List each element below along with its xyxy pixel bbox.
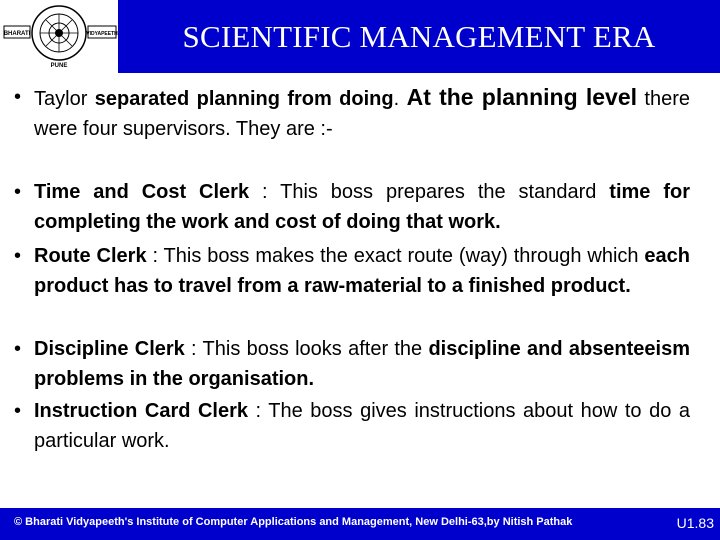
item-title: Discipline Clerk [34, 338, 185, 360]
intro-text-a: Taylor [34, 88, 95, 110]
institute-logo-icon [0, 0, 118, 73]
bullet-marker: • [14, 181, 22, 203]
list-item [34, 334, 690, 394]
bullet-marker: • [14, 338, 22, 360]
logo-text-left: BHARATI [3, 31, 31, 37]
item-emphasis: each product has to travel from a raw-material to a finished product. [34, 245, 691, 297]
item-emphasis: time for completing the work and cost of doing that work. [34, 181, 690, 233]
list-item [34, 177, 690, 237]
intro-text-b: separated planning from doing [94, 88, 394, 110]
item-text: : The boss gives instructions about how to do a particular work. [34, 400, 690, 452]
item-text: : This boss prepares the standard [249, 181, 610, 203]
bullet-marker: • [14, 400, 22, 422]
logo-text-bottom: PUNE [50, 63, 68, 69]
bullet-marker: • [14, 245, 22, 267]
item-text: : This boss makes the exact route (way) through which [146, 245, 645, 267]
intro-text-d: At the planning level [406, 84, 638, 110]
item-emphasis: discipline and absenteeism problems in the organisation. [34, 338, 690, 390]
item-text: : This boss looks after the [184, 338, 429, 360]
intro-text-e: there were four supervisors. They are :- [34, 88, 690, 140]
logo-text-right: VIDYAPEETH [86, 31, 118, 37]
slide-footer [0, 506, 720, 540]
item-title: Time and Cost Clerk [34, 181, 250, 203]
slide-title: SCIENTIFIC MANAGEMENT ERA [182, 19, 656, 54]
footer-credit: © Bharati Vidyapeeth's Institute of Computer Applications and Management, New Delhi-63,by Nitish Pathak [14, 516, 573, 528]
bullet-marker: • [14, 86, 22, 108]
list-item [34, 241, 690, 301]
list-item [34, 396, 690, 456]
item-title: Instruction Card Clerk [34, 400, 249, 422]
intro-text-c: . [393, 88, 407, 110]
slide-header [0, 0, 720, 73]
intro-paragraph [34, 82, 690, 144]
institute-logo [0, 0, 118, 73]
slide-number: U1.83 [676, 515, 714, 531]
footer-divider [0, 506, 720, 508]
item-title: Route Clerk [34, 245, 147, 267]
